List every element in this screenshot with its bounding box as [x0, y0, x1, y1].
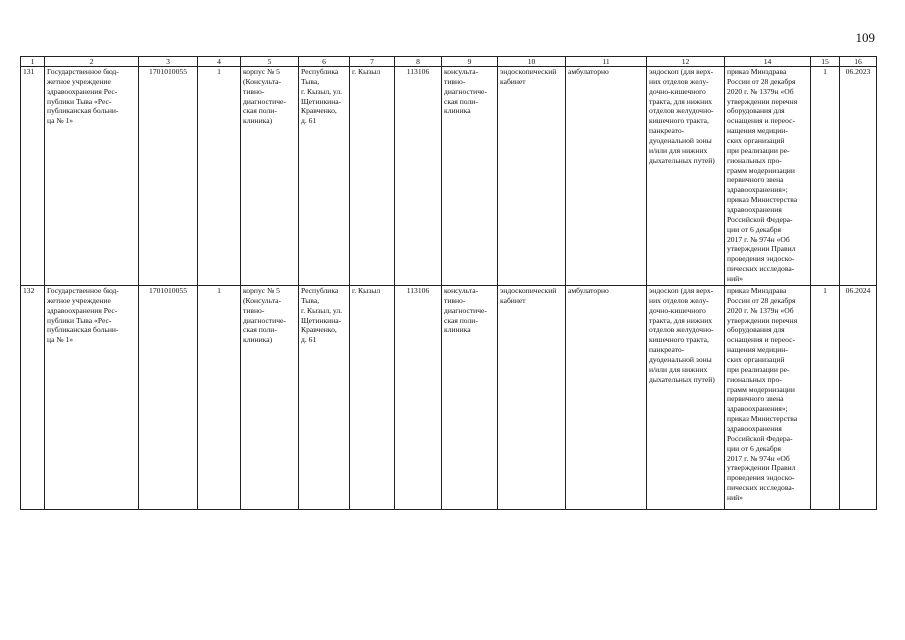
column-header: 3 — [139, 57, 198, 67]
organization-name: Государственное бюд- жетное учреждение здравоохранения Рес- публики Тыва «Рес- публиканская больни- ца № 1» — [45, 286, 139, 510]
column-header: 1 — [21, 57, 45, 67]
quantity: 1 — [811, 67, 840, 286]
date: 06.2023 — [840, 67, 877, 286]
address: Республика Тыва, г. Кызыл, ул. Щетинкина- Кравченко, д. 61 — [299, 67, 350, 286]
column-header: 11 — [566, 57, 647, 67]
column-header: 15 — [811, 57, 840, 67]
column-header: 2 — [45, 57, 139, 67]
date: 06.2024 — [840, 286, 877, 510]
column-header: 5 — [241, 57, 299, 67]
column-header: 14 — [725, 57, 811, 67]
header-row — [21, 57, 877, 67]
city: г. Кызыл — [350, 286, 395, 510]
table-row — [21, 286, 877, 510]
column-header: 8 — [395, 57, 442, 67]
column-4-value: 1 — [198, 286, 241, 510]
address: Республика Тыва, г. Кызыл, ул. Щетинкина- Кравченко, д. 61 — [299, 286, 350, 510]
organization-code: 1701010055 — [139, 67, 198, 286]
city: г. Кызыл — [350, 67, 395, 286]
row-number: 132 — [21, 286, 45, 510]
department: консульта- тивно- диагностиче- ская поли- клиника — [442, 286, 498, 510]
column-8-value: 113106 — [395, 67, 442, 286]
care-type: амбулаторно — [566, 67, 647, 286]
row-number: 131 — [21, 67, 45, 286]
organization-code: 1701010055 — [139, 286, 198, 510]
legal-basis: приказ Минздрава России от 28 декабря 2020 г. № 1379н «Об утверждении перечня оборудования для оснащения и переос- нащения медицин- ских организаций при реализации ре- гиональных про- грамм модернизации первичного звена здравоохранения»; приказ Министерства здравоохранения Российской Федера- ции от 6 декабря 2017 г. № 974н «Об утверждении Правил проведения эндоско- пических исследова- ний» — [725, 67, 811, 286]
room: эндоскопический кабинет — [498, 286, 566, 510]
room: эндоскопический кабинет — [498, 67, 566, 286]
column-header: 9 — [442, 57, 498, 67]
organization-name: Государственное бюд- жетное учреждение здравоохранения Рес- публики Тыва «Рес- публиканская больни- ца № 1» — [45, 67, 139, 286]
column-8-value: 113106 — [395, 286, 442, 510]
column-header: 6 — [299, 57, 350, 67]
page-number: 109 — [855, 30, 875, 45]
legal-basis: приказ Минздрава России от 28 декабря 2020 г. № 1379н «Об утверждении перечня оборудования для оснащения и переос- нащения медицин- ских организаций при реализации ре- гиональных про- грамм модернизации первичного звена здравоохранения»; приказ Министерства здравоохранения Российской Федера- ции от 6 декабря 2017 г. № 974н «Об утверждении Правил проведения эндоско- пических исследова- ний» — [725, 286, 811, 510]
equipment: эндоскоп (для верх- них отделов желу- дочно-кишечного тракта, для нижних отделов желудочно- кишечного тракта, панкреато- дуоденальной зоны и/или для нижних дыхательных путей) — [647, 286, 725, 510]
column-header: 7 — [350, 57, 395, 67]
building: корпус № 5 (Консульта- тивно- диагностиче- ская поли- клиника) — [241, 67, 299, 286]
column-header: 10 — [498, 57, 566, 67]
department: консульта- тивно- диагностиче- ская поли- клиника — [442, 67, 498, 286]
table-row — [21, 67, 877, 286]
column-4-value: 1 — [198, 67, 241, 286]
quantity: 1 — [811, 286, 840, 510]
building: корпус № 5 (Консульта- тивно- диагностиче- ская поли- клиника) — [241, 286, 299, 510]
column-header: 4 — [198, 57, 241, 67]
column-header: 12 — [647, 57, 725, 67]
equipment-table — [20, 56, 877, 510]
care-type: амбулаторно — [566, 286, 647, 510]
column-header: 16 — [840, 57, 877, 67]
equipment: эндоскоп (для верх- них отделов желу- дочно-кишечного тракта, для нижних отделов желудочно- кишечного тракта, панкреато- дуоденальной зоны и/или для нижних дыхательных путей) — [647, 67, 725, 286]
